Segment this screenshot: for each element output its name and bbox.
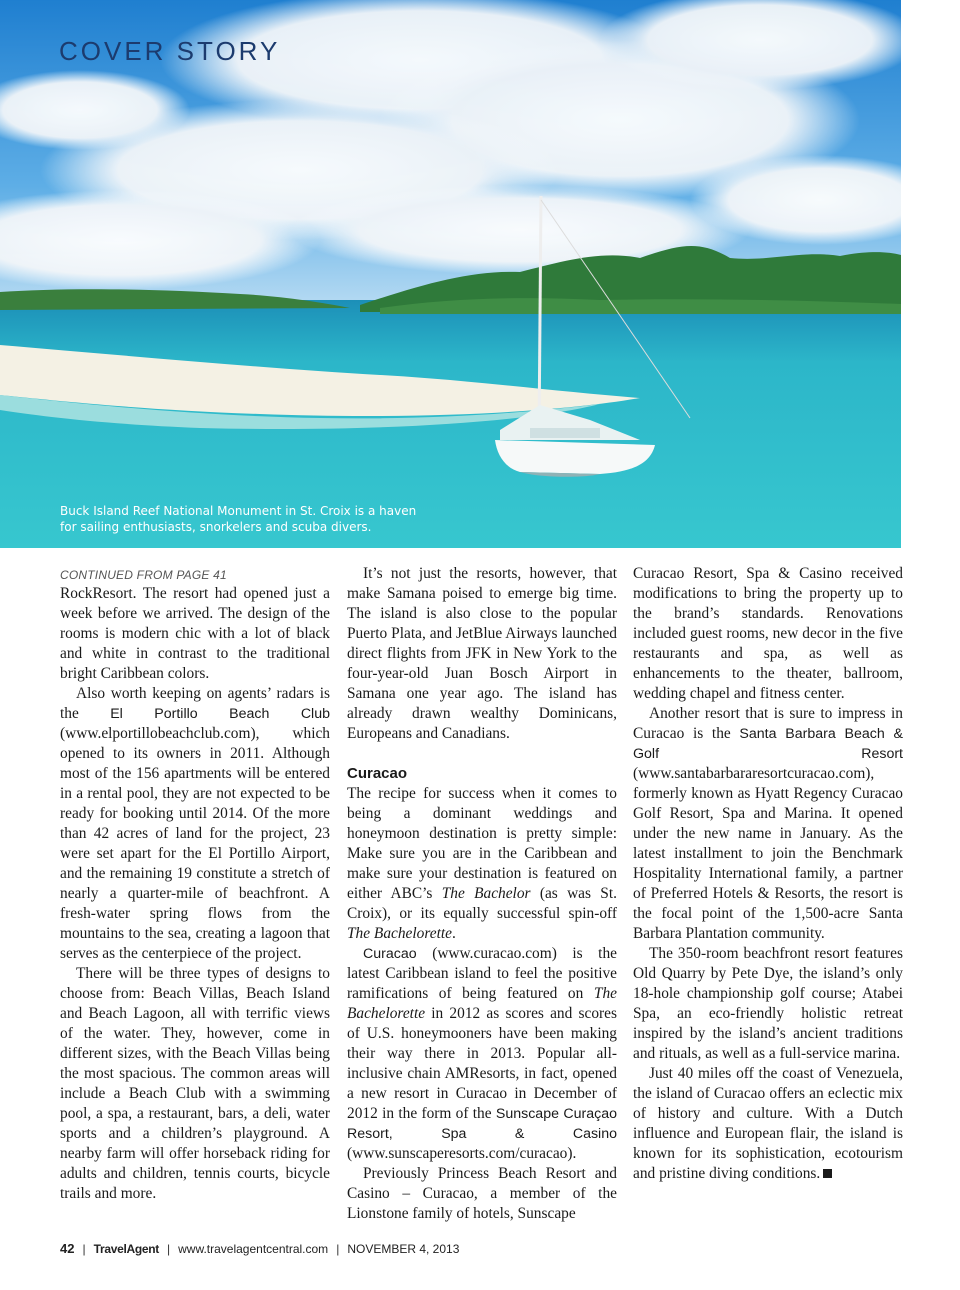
- show-title: The Bachelorette: [347, 925, 452, 942]
- separator: |: [336, 1241, 340, 1256]
- website-link[interactable]: www.travelagentcentral.com: [178, 1241, 329, 1256]
- resort-name: Sunscape Curaçao Resort, Spa & Casino: [347, 1106, 617, 1142]
- paragraph: Also worth keeping on agents’ radars is the El Portillo Beach Club (www.elportillobeachclub.com), which opened to its owners in 2011. Although most of the 156 apartments will be entered in a rental pool, they are not expected to be ready for booking until 2014. Of the more than 42 acres of land for the project, 23 were set apart for the El Portillo Airport, and the remaining 19 constitute a stretch of nearly a quarter-mile of beachfront. A fresh-water spring flows from the mountains to the sea, creating a lagoon that serves as the centerpiece of the project.: [60, 685, 330, 962]
- destination-name: Curacao: [363, 946, 417, 962]
- continued-from-label: CONTINUED FROM PAGE 41: [60, 568, 227, 582]
- article-column-3: [633, 564, 903, 1184]
- paragraph: It’s not just the resorts, however, that make Samana poised to emerge big time. The island is also close to the popular Puerto Plata, and JetBlue Airways launched direct flights from JFK in New York to the four-year-old Juan Bosch Airport in Samana one year ago. The island has already drawn wealthy Dominicans, Europeans and Canadians.: [347, 565, 617, 742]
- show-title: The Bachelorette: [347, 985, 617, 1022]
- end-of-article-icon: [823, 1169, 832, 1178]
- page-footer: [60, 1241, 459, 1256]
- resort-name: Santa Barbara Beach & Golf Resort: [633, 726, 903, 762]
- subhead: Curacao: [347, 765, 408, 782]
- paragraph: There will be three types of designs to choose from: Beach Villas, Beach Island and Beach Lagoon, all with terrific views of the water. They, however, come in different sizes, with the Beach Villas being the most spacious. The common areas will include a Beach Club with a swimming pool, a spa, a restaurant, bars, a deli, water sports and a children’s playground. A nearby farm will offer horseback riding for adults and children, tennis courts, bicycle trails and more.: [60, 965, 330, 1202]
- article-column-2: [347, 564, 617, 1224]
- separator: |: [82, 1241, 86, 1256]
- paragraph: Previously Princess Beach Resort and Casino – Curacao, a member of the Lionstone family of hotels, Sunscape: [347, 1165, 617, 1222]
- page-number: 42: [60, 1241, 75, 1256]
- paragraph: Another resort that is sure to impress in Curacao is the Santa Barbara Beach & Golf Resort (www.santabarbararesortcuracao.com), formerly known as Hyatt Regency Curacao Golf Resort, Spa and Marina. It opened under the new name in January. As the latest installment to join the Benchmark Hospitality International family, a partner of Preferred Hotels & Resorts, the resort is the focal point of the 1,500-acre Santa Barbara Plantation community.: [633, 705, 903, 942]
- paragraph: RockResort. The resort had opened just a week before we arrived. The design of the rooms is modern chic with a lot of black and white in contrast to the traditional bright Caribbean colors.: [60, 585, 330, 682]
- paragraph: Just 40 miles off the coast of Venezuela, the island of Curacao offers an eclectic mix of history and culture. With a Dutch influence and European flair, the island is known for its sophistication, ecotourism and pristine diving conditions.: [633, 1065, 903, 1182]
- beach-sailboat-illustration: [0, 0, 901, 548]
- paragraph: Curacao Resort, Spa & Casino received modifications to bring the property up to the brand’s standards. Renovations included guest rooms, new decor in the five restaurants and spa, as well as enhancements to the theater, ballroom, wedding chapel and fitness center.: [633, 565, 903, 702]
- magazine-brand: TravelAgent: [93, 1241, 159, 1256]
- section-label: COVER STORY: [59, 36, 281, 66]
- paragraph: The recipe for success when it comes to being a dominant weddings and honeymoon destination is pretty simple: Make sure you are in the Caribbean and make sure your destination is featured on either ABC’s The Bachelor (as was St. Croix), or its equally successful spin-off The Bachelorette.: [347, 785, 617, 942]
- article-column-1: [60, 564, 330, 1204]
- show-title: The Bachelor: [441, 885, 531, 902]
- resort-name: El Portillo Beach Club: [110, 706, 330, 722]
- paragraph: The 350-room beachfront resort features Old Quarry by Pete Dye, the island’s only 18-hole championship golf course; Atabei Spa, an eco-friendly holistic retreat inspired by the island’s ancient traditions and rituals, as well as a full-service marina.: [633, 945, 903, 1062]
- hero-photo: [0, 0, 901, 548]
- paragraph: Curacao (www.curacao.com) is the latest Caribbean island to feel the positive ramifications of being featured on The Bachelorette in 2012 as scores and scores of U.S. honeymooners have been making their way there in 2013. Popular all-inclusive chain AMResorts, in fact, opened a new resort in Curacao in December of 2012 in the form of the Sunscape Curaçao Resort, Spa & Casino (www.sunscaperesorts.com/curacao).: [347, 945, 617, 1162]
- photo-caption: Buck Island Reef National Monument in St. Croix is a haven for sailing enthusiasts, snorkelers and scuba divers.: [60, 504, 417, 534]
- issue-date: NOVEMBER 4, 2013: [347, 1241, 460, 1256]
- separator: |: [166, 1241, 171, 1256]
